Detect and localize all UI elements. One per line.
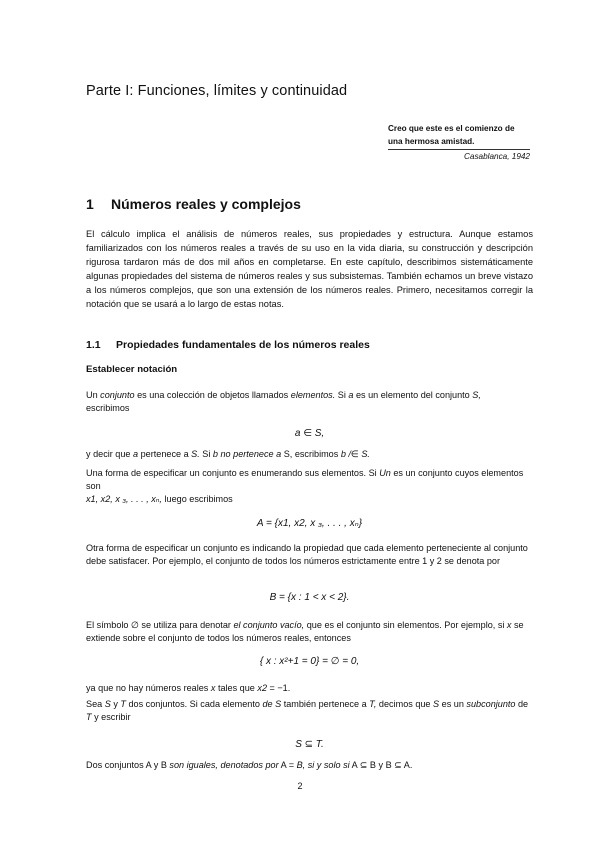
- epigraph-quote: Creo que este es el comienzo de una hermosa amistad.: [388, 124, 515, 146]
- paragraph-property: Otra forma de especificar un conjunto es indicando la propiedad que cada elemento perteneciente al conjunto debe satisfacer. Por ejemplo, el conjunto de todos los números estrictamente entre 1 y 2 se denota por: [86, 543, 528, 566]
- section-number: 1: [86, 196, 94, 212]
- paragraph-no-real-roots: ya que no hay números reales x tales que x2 = −1.: [86, 683, 291, 693]
- paragraph-subset: Sea S y T dos conjuntos. Si cada elemento de S también pertenece a T, decimos que S es un subconjunto de T y escribir: [86, 699, 529, 722]
- equation-empty-set: { x : x²+1 = 0} = ∅ = 0,: [259, 656, 360, 667]
- epigraph-source: Casablanca, 1942: [463, 152, 530, 161]
- paragraph-set-definition: Un conjunto es una colección de objetos llamados elementos. Si a es un elemento del conjunto S, escribimos: [86, 390, 481, 413]
- paragraph-enumeration: Una forma de especificar un conjunto es enumerando sus elementos. Si Un es un conjunto cuyos elementos son x1, x2, x ₃, . . . , xₙ, luego escribimos: [86, 468, 524, 504]
- epigraph-rule: [388, 149, 530, 150]
- subsection-title: Propiedades fundamentales de los números reales: [116, 339, 370, 351]
- section-intro: El cálculo implica el análisis de números reales, sus propiedades y estructura. Aunque estamos familiarizados con los números reales a través de su uso en la vida diaria, su construcción y descripción rigurosa tardaron más de dos mil años en completarse. En este capítulo, describimos sistemáticamente algunas propiedades del sistema de números reales y sus subsistemas. También echamos un breve vistazo a los números complejos, que son una extensión de los números reales. Primero, necesitamos corregir la notación que se usará a lo largo de estas notas.: [86, 229, 533, 309]
- subsection-number: 1.1: [86, 339, 101, 351]
- part-title: Parte I: Funciones, límites y continuidad: [86, 83, 348, 99]
- page-number: 2: [297, 781, 303, 791]
- paragraph-set-equality: Dos conjuntos A y B son iguales, denotados por A = B, si y solo si A ⊆ B y B ⊆ A.: [86, 760, 413, 770]
- subsubsection-heading: Establecer notación: [86, 364, 178, 375]
- equation-subset: S ⊆ T.: [295, 739, 324, 750]
- equation-membership: a ∈ S,: [294, 428, 325, 439]
- paragraph-empty-set: El símbolo ∅ se utiliza para denotar el conjunto vacío, que es el conjunto sin elementos. Por ejemplo, si x se extiende sobre el conjunto de todos los números reales, entonces: [86, 620, 524, 643]
- equation-set-enumeration: A = {x1, x2, x ₃, . . . , xₙ}: [256, 518, 363, 529]
- paragraph-non-membership: y decir que a pertenece a S. Si b no pertenece a S, escribimos b /∈ S.: [86, 449, 370, 459]
- section-heading: [86, 196, 301, 212]
- subsection-heading: [86, 339, 370, 351]
- section-title: Números reales y complejos: [111, 196, 301, 212]
- equation-set-builder: B = {x : 1 < x < 2}.: [269, 592, 350, 603]
